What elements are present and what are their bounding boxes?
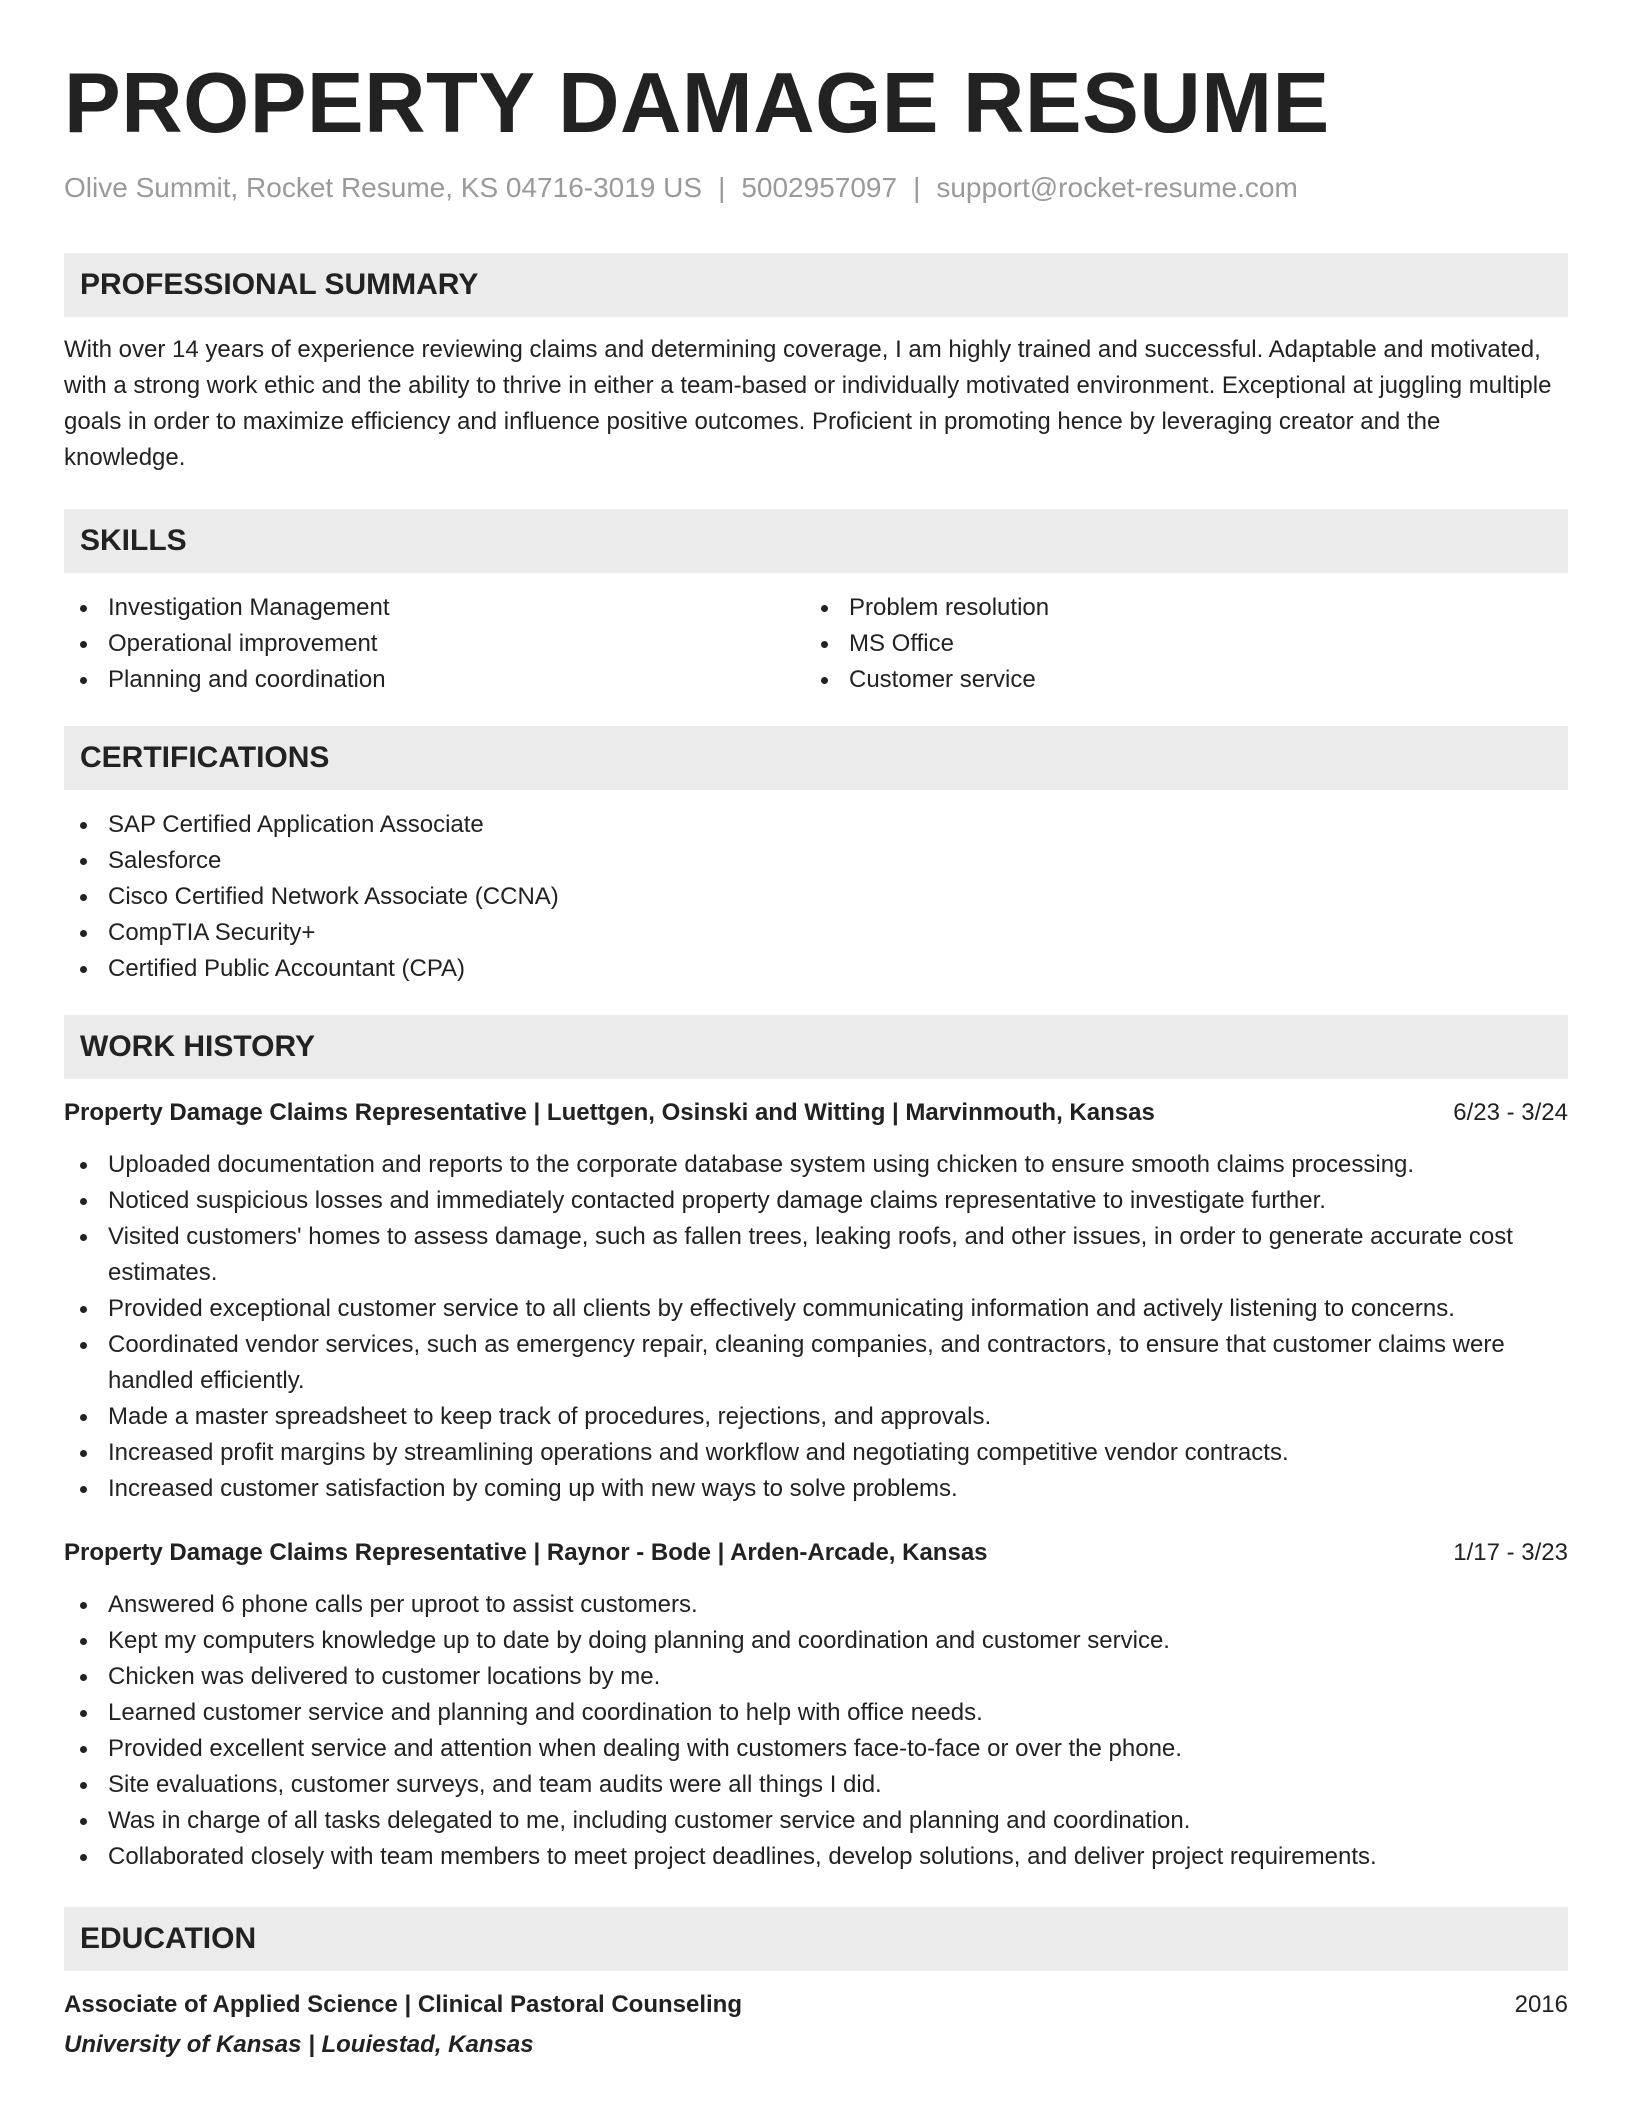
contact-email: support@rocket-resume.com [936,172,1298,203]
job-bullet: Increased customer satisfaction by coming up with new ways to solve problems. [64,1471,1568,1507]
skills-column-right [805,590,1546,698]
skill-item: Customer service [805,662,1546,698]
skill-item: Operational improvement [64,626,805,662]
job-bullet: Increased profit margins by streamlining operations and workflow and negotiating competitive vendor contracts. [64,1435,1568,1471]
job-bullet: Provided excellent service and attention when dealing with customers face-to-face or over the phone. [64,1731,1568,1767]
certification-item: Certified Public Accountant (CPA) [64,951,1568,987]
job-dates: 6/23 - 3/24 [1453,1099,1568,1126]
skill-item: MS Office [805,626,1546,662]
skill-item: Planning and coordination [64,662,805,698]
skills-column-left [64,590,805,698]
education-year: 2016 [1514,1991,1568,2018]
job-bullet: Collaborated closely with team members to meet project deadlines, develop solutions, and deliver project requirements. [64,1839,1568,1875]
skill-item: Investigation Management [64,590,805,626]
certification-item: CompTIA Security+ [64,915,1568,951]
section-header-work-history: WORK HISTORY [64,1015,1568,1079]
job-heading [64,1535,1568,1571]
job-bullets [64,1147,1568,1507]
certification-item: Salesforce [64,843,1568,879]
contact-phone: 5002957097 [741,172,898,203]
job-bullet: Chicken was delivered to customer locations by me. [64,1659,1568,1695]
skill-item: Problem resolution [805,590,1546,626]
job-bullet: Coordinated vendor services, such as emergency repair, cleaning companies, and contractors, to ensure that customer claims were handled efficiently. [64,1327,1568,1399]
job-bullet: Visited customers' homes to assess damage, such as fallen trees, leaking roofs, and other issues, in order to generate accurate cost estimates. [64,1219,1568,1291]
section-header-certifications: CERTIFICATIONS [64,726,1568,790]
education-school: University of Kansas | Louiestad, Kansas [64,2031,534,2058]
certification-item: Cisco Certified Network Associate (CCNA) [64,879,1568,915]
job-bullet: Learned customer service and planning and coordination to help with office needs. [64,1695,1568,1731]
job-bullet: Made a master spreadsheet to keep track of procedures, rejections, and approvals. [64,1399,1568,1435]
job-bullet: Site evaluations, customer surveys, and team audits were all things I did. [64,1767,1568,1803]
section-header-skills: SKILLS [64,509,1568,573]
job-dates: 1/17 - 3/23 [1453,1539,1568,1566]
job-title: Property Damage Claims Representative | Luettgen, Osinski and Witting | Marvinmouth, Kansas [64,1099,1155,1126]
section-header-summary: PROFESSIONAL SUMMARY [64,253,1568,317]
skills-list [64,590,1568,698]
education-heading [64,1987,1568,2023]
job-bullet: Uploaded documentation and reports to the corporate database system using chicken to ensure smooth claims processing. [64,1147,1568,1183]
job-bullet: Answered 6 phone calls per uproot to assist customers. [64,1587,1568,1623]
job-bullet: Noticed suspicious losses and immediately contacted property damage claims representative to investigate further. [64,1183,1568,1219]
resume-title: PROPERTY DAMAGE RESUME [64,56,1330,151]
section-header-education: EDUCATION [64,1907,1568,1971]
certifications-list [64,807,1568,987]
summary-text: With over 14 years of experience reviewing claims and determining coverage, I am highly trained and successful. Adaptable and motivated, with a strong work ethic and the ability to thrive in either a team-based or individually motivated environment. Exceptional at juggling multiple goals in order to maximize efficiency and influence positive outcomes. Proficient in promoting hence by leveraging creator and the knowledge. [64,336,1552,471]
contact-separator: | [913,172,921,203]
job-bullet: Was in charge of all tasks delegated to me, including customer service and planning and coordination. [64,1803,1568,1839]
education-degree: Associate of Applied Science | Clinical Pastoral Counseling [64,1991,742,2018]
job-bullet: Provided exceptional customer service to all clients by effectively communicating information and actively listening to concerns. [64,1291,1568,1327]
contact-separator: | [718,172,726,203]
certification-item: SAP Certified Application Associate [64,807,1568,843]
contact-line [64,170,1568,206]
job-bullets [64,1587,1568,1875]
job-bullet: Kept my computers knowledge up to date by doing planning and coordination and customer service. [64,1623,1568,1659]
contact-address: Olive Summit, Rocket Resume, KS 04716-3019 US [64,172,703,203]
job-heading [64,1095,1568,1131]
job-title: Property Damage Claims Representative | Raynor - Bode | Arden-Arcade, Kansas [64,1539,988,1566]
